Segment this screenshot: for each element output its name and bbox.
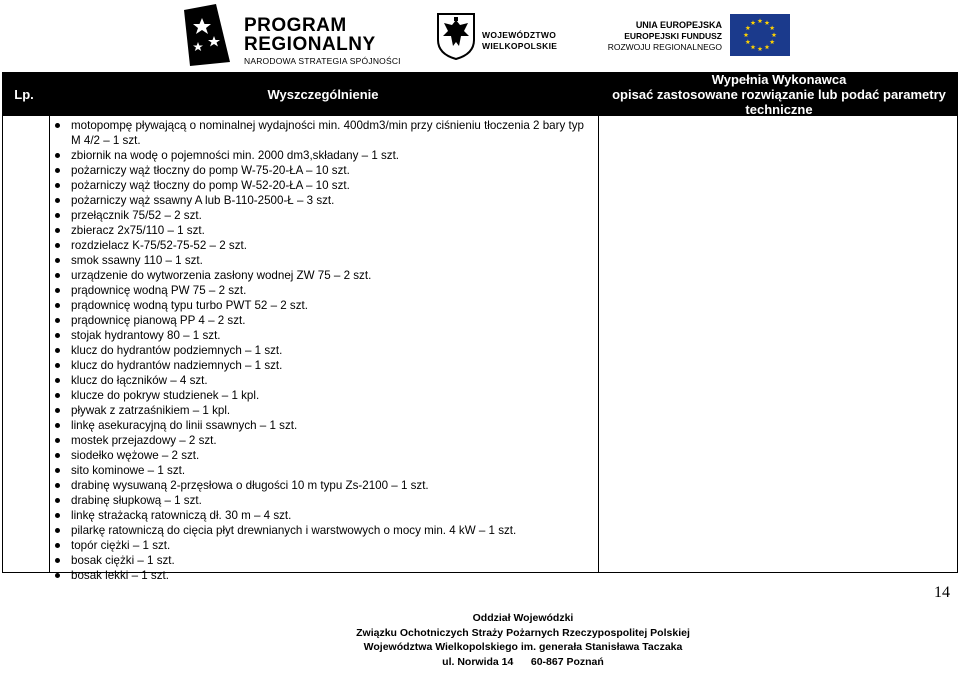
bullet-icon [55,258,60,263]
header-contractor-line3: techniczne [745,101,813,117]
bullet-icon [55,363,60,368]
list-item [51,253,591,268]
list-item-text: drabinę wysuwaną 2-przęsłowa o długości 10 m typu Zs-2100 – 1 szt. [71,479,429,492]
bullet-icon [55,318,60,323]
column-divider-lp [49,116,50,572]
eu-flag-icon [730,14,790,56]
header-description: Wyszczególnienie [267,86,379,102]
list-item [51,433,591,448]
contractor-input-cell[interactable] [600,116,957,572]
eu-logo [590,14,790,64]
bullet-icon [55,228,60,233]
bullet-icon [55,513,60,518]
list-item-text: urządzenie do wytworzenia zasłony wodnej ZW 75 – 2 szt. [71,269,372,282]
bullet-icon [55,498,60,503]
list-item [51,193,591,208]
program-regionalny-emblem-icon [180,4,240,66]
footer-line1: Oddział Wojewódzki [472,612,574,624]
bullet-icon [55,213,60,218]
list-item-text: klucz do hydrantów nadziemnych – 1 szt. [71,359,283,372]
list-item-text: sito kominowe – 1 szt. [71,464,186,477]
list-item [51,148,591,163]
list-item-text: pożarniczy wąż ssawny A lub B-110-2500-Ł – 3 szt. [71,194,335,207]
list-item [51,358,591,373]
list-item [51,283,591,298]
list-item-text: mostek przejazdowy – 2 szt. [71,434,217,447]
program-logo-line2: REGIONALNY [244,34,376,55]
header-contractor-line2: opisać zastosowane rozwiązanie lub podać parametry [612,86,946,102]
list-item-text: motopompę pływającą o nominalnej wydajności min. 400dm3/min przy ciśnieniu tłoczenia 2 bary typ M 4/2 – 1 szt. [71,119,584,147]
list-item-text: stojak hydrantowy 80 – 1 szt. [71,329,221,342]
equipment-list [51,118,591,583]
list-item-text: linkę strażacką ratowniczą dł. 30 m – 4 szt. [71,509,292,522]
list-item-text: pływak z zatrzaśnikiem – 1 kpl. [71,404,231,417]
list-item [51,523,591,538]
bullet-icon [55,573,60,578]
list-item-text: klucze do pokryw studzienek – 1 kpl. [71,389,260,402]
list-item [51,493,591,508]
list-item [51,178,591,193]
bullet-icon [55,483,60,488]
list-item [51,388,591,403]
program-logo-line3: NARODOWA STRATEGIA SPÓJNOŚCI [244,56,401,66]
list-item [51,373,591,388]
list-item-text: klucz do hydrantów podziemnych – 1 szt. [71,344,283,357]
list-item-text: pilarkę ratowniczą do cięcia płyt drewnianych i warstwowych o mocy min. 4 kW – 1 szt. [71,524,517,537]
bullet-icon [55,183,60,188]
page-number: 14 [934,584,950,601]
bullet-icon [55,393,60,398]
bullet-icon [55,348,60,353]
list-item [51,553,591,568]
list-item [51,508,591,523]
bullet-icon [55,243,60,248]
bullet-icon [55,438,60,443]
list-item [51,538,591,553]
program-logo-line1: PROGRAM [244,15,347,36]
footer-line2: Związku Ochotniczych Straży Pożarnych Rzeczypospolitej Polskiej [356,626,690,639]
footer [300,611,746,669]
eu-logo-line2: EUROPEJSKI FUNDUSZ [624,31,722,41]
eagle-coat-of-arms-icon [436,12,476,60]
list-item-text: bosak ciężki – 1 szt. [71,554,175,567]
wojewodztwo-wielkopolskie-logo [436,12,556,60]
list-item-text: prądownicę wodną PW 75 – 2 szt. [71,284,247,297]
bullet-icon [55,288,60,293]
footer-line3: Województwa Wielkopolskiego im. generała Stanisława Taczaka [363,641,683,653]
bullet-icon [55,168,60,173]
bullet-icon [55,198,60,203]
eu-logo-line1: UNIA EUROPEJSKA [635,20,722,30]
list-item [51,568,591,583]
list-item [51,163,591,178]
table-header [2,72,958,116]
header-logos [0,0,960,70]
list-item-text: pożarniczy wąż tłoczny do pomp W-75-20-ŁA – 10 szt. [71,164,350,177]
bullet-icon [55,273,60,278]
header-contractor [600,72,958,116]
eu-logo-line3: ROZWOJU REGIONALNEGO [607,42,722,52]
list-item [51,418,591,433]
bullet-icon [55,153,60,158]
list-item [51,268,591,283]
list-item [51,478,591,493]
bullet-icon [55,408,60,413]
bullet-icon [55,528,60,533]
list-item-text: smok ssawny 110 – 1 szt. [71,254,203,267]
list-item [51,313,591,328]
list-item [51,118,591,148]
footer-line4: ul. Norwida 14 60-867 Poznań [442,655,604,668]
list-item [51,208,591,223]
list-item [51,403,591,418]
list-item [51,343,591,358]
list-item [51,238,591,253]
list-item-text: prądownicę wodną typu turbo PWT 52 – 2 szt. [71,299,308,312]
bullet-icon [55,303,60,308]
bullet-icon [55,423,60,428]
table-body [2,116,958,582]
region-logo-line2: WIELKOPOLSKIE [482,41,558,51]
list-item [51,223,591,238]
list-item [51,298,591,313]
list-item-text: bosak lekki – 1 szt. [71,569,169,582]
bullet-icon [55,123,60,128]
program-regionalny-logo [180,4,401,66]
bullet-icon [55,378,60,383]
list-item-text: klucz do łączników – 4 szt. [71,374,208,387]
list-item-text: zbiornik na wodę o pojemności min. 2000 dm3,składany – 1 szt. [71,149,400,162]
list-item-text: rozdzielacz K-75/52-75-52 – 2 szt. [71,239,247,252]
list-item-text: linkę asekuracyjną do linii ssawnych – 1 szt. [71,419,298,432]
bullet-icon [55,468,60,473]
region-logo-line1: WOJEWÓDZTWO [482,30,557,40]
bullet-icon [55,453,60,458]
list-item [51,448,591,463]
bullet-icon [55,543,60,548]
header-contractor-line1: Wypełnia Wykonawca [711,71,847,87]
list-item [51,328,591,343]
bullet-icon [55,333,60,338]
list-item [51,463,591,478]
list-item-text: pożarniczy wąż tłoczny do pomp W-52-20-ŁA – 10 szt. [71,179,350,192]
list-item-text: zbieracz 2x75/110 – 1 szt. [71,224,205,237]
bullet-icon [55,558,60,563]
list-item-text: siodełko wężowe – 2 szt. [71,449,200,462]
list-item-text: przełącznik 75/52 – 2 szt. [71,209,202,222]
list-item-text: drabinę słupkową – 1 szt. [71,494,202,507]
list-item-text: topór ciężki – 1 szt. [71,539,171,552]
column-divider-contractor [598,116,599,572]
header-lp: Lp. [14,86,34,102]
list-item-text: prądownicę pianową PP 4 – 2 szt. [71,314,246,327]
